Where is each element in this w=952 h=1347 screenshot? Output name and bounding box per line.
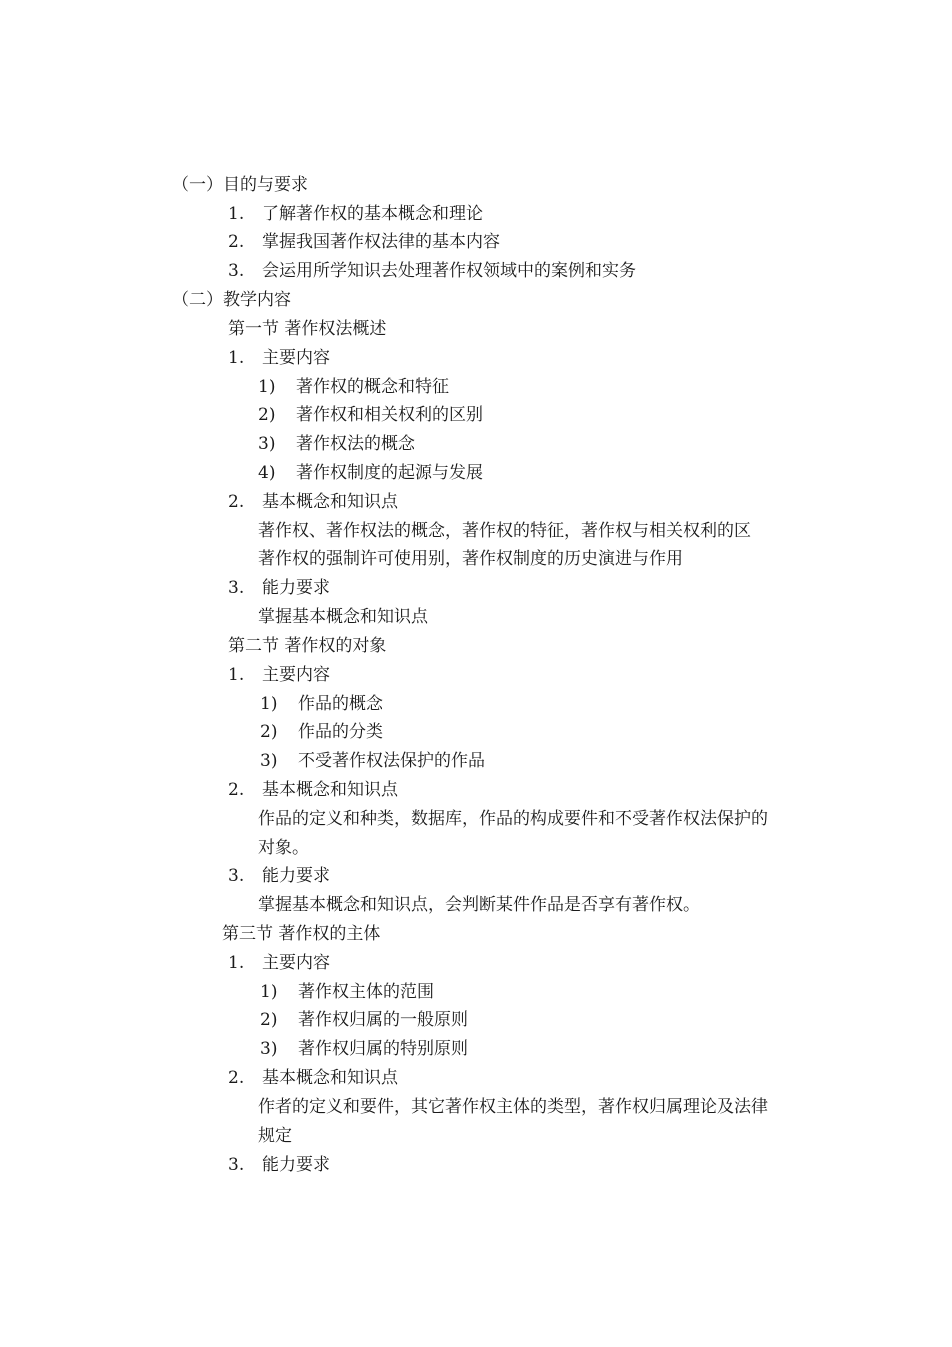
paragraph-line: 著作权、著作权法的概念，著作权的特征，著作权与相关权利的区 <box>258 521 751 541</box>
item-text: 著作权归属的一般原则 <box>298 1010 468 1030</box>
goal-item <box>228 260 636 282</box>
item-number: 2) <box>260 1010 278 1030</box>
chapter-title: 第一节 著作权法概述 <box>228 319 387 339</box>
item-number: 2. <box>228 1068 245 1088</box>
item-number: 3) <box>258 434 276 454</box>
item-number: 3. <box>228 261 245 281</box>
subheading-concepts <box>228 491 398 513</box>
chapter-title: 第二节 著作权的对象 <box>228 636 387 656</box>
item-text: 能力要求 <box>262 578 330 598</box>
item-text: 了解著作权的基本概念和理论 <box>262 204 483 224</box>
item-number: 1. <box>228 204 245 224</box>
item-text: 能力要求 <box>262 866 330 886</box>
item-text: 能力要求 <box>262 1155 330 1175</box>
item-number: 3. <box>228 866 245 886</box>
sub-item <box>258 376 449 398</box>
item-text: 主要内容 <box>262 953 330 973</box>
item-text: 基本概念和知识点 <box>262 780 398 800</box>
subheading-ability <box>228 1154 330 1176</box>
subheading-ability <box>228 865 330 887</box>
item-number: 2. <box>228 232 245 252</box>
item-text: 作品的概念 <box>298 694 383 714</box>
item-text: 主要内容 <box>262 348 330 368</box>
goal-item <box>228 203 483 225</box>
sub-item <box>258 404 483 426</box>
subheading-main-content <box>228 952 330 974</box>
item-text: 主要内容 <box>262 665 330 685</box>
item-number: 3. <box>228 1155 245 1175</box>
item-number: 1) <box>260 982 278 1002</box>
sub-item <box>258 433 415 455</box>
section-heading-content: （二）教学内容 <box>172 290 291 310</box>
item-number: 1. <box>228 348 245 368</box>
item-number: 1) <box>260 694 278 714</box>
section-heading-goals: （一）目的与要求 <box>172 175 308 195</box>
paragraph-line: 著作权的强制许可使用别，著作权制度的历史演进与作用 <box>258 549 683 569</box>
paragraph-line: 掌握基本概念和知识点，会判断某件作品是否享有著作权。 <box>258 895 700 915</box>
sub-item <box>260 1038 468 1060</box>
paragraph-line: 作品的定义和种类，数据库，作品的构成要件和不受著作权法保护的 <box>258 809 768 829</box>
item-text: 著作权主体的范围 <box>298 982 434 1002</box>
paragraph-line: 规定 <box>258 1126 292 1146</box>
item-number: 2. <box>228 492 245 512</box>
subheading-concepts <box>228 779 398 801</box>
sub-item <box>260 693 383 715</box>
subheading-main-content <box>228 664 330 686</box>
paragraph-line: 对象。 <box>258 838 309 858</box>
item-text: 基本概念和知识点 <box>262 492 398 512</box>
sub-item <box>260 721 383 743</box>
item-text: 不受著作权法保护的作品 <box>298 751 485 771</box>
item-text: 掌握我国著作权法律的基本内容 <box>262 232 500 252</box>
item-number: 2. <box>228 780 245 800</box>
subheading-main-content <box>228 347 330 369</box>
item-text: 著作权和相关权利的区别 <box>296 405 483 425</box>
item-text: 作品的分类 <box>298 722 383 742</box>
subheading-ability <box>228 577 330 599</box>
item-number: 3. <box>228 578 245 598</box>
item-text: 著作权制度的起源与发展 <box>296 463 483 483</box>
item-number: 2) <box>260 722 278 742</box>
item-text: 基本概念和知识点 <box>262 1068 398 1088</box>
item-number: 2) <box>258 405 276 425</box>
item-text: 会运用所学知识去处理著作权领域中的案例和实务 <box>262 261 636 281</box>
sub-item <box>260 750 485 772</box>
sub-item <box>260 981 434 1003</box>
item-number: 1. <box>228 953 245 973</box>
item-text: 著作权的概念和特征 <box>296 377 449 397</box>
sub-item <box>260 1009 468 1031</box>
item-number: 3) <box>260 751 278 771</box>
item-number: 1. <box>228 665 245 685</box>
item-text: 著作权归属的特别原则 <box>298 1039 468 1059</box>
chapter-title: 第三节 著作权的主体 <box>222 924 381 944</box>
sub-item <box>258 462 483 484</box>
item-number: 1) <box>258 377 276 397</box>
goal-item <box>228 231 500 253</box>
paragraph-line: 掌握基本概念和知识点 <box>258 607 428 627</box>
subheading-concepts <box>228 1067 398 1089</box>
item-text: 著作权法的概念 <box>296 434 415 454</box>
paragraph-line: 作者的定义和要件，其它著作权主体的类型，著作权归属理论及法律 <box>258 1097 768 1117</box>
item-number: 3) <box>260 1039 278 1059</box>
item-number: 4) <box>258 463 276 483</box>
